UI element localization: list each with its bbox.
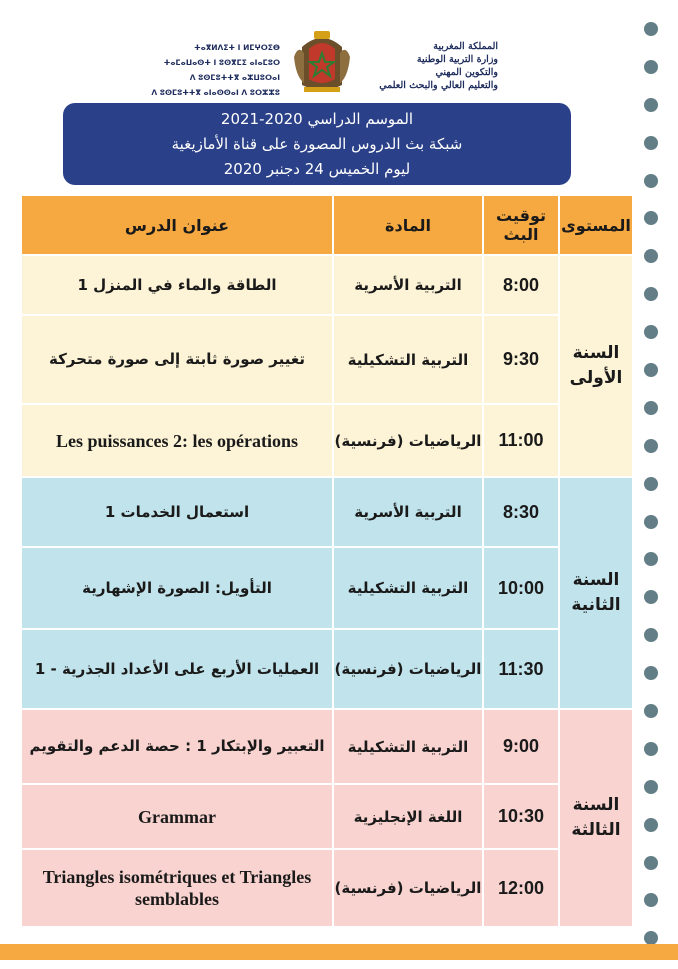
binder-hole-icon: [644, 98, 658, 112]
lesson-title: التأويل: الصورة الإشهارية: [21, 547, 333, 629]
subject: التربية التشكيلية: [333, 709, 483, 784]
level-cell: السنة الأولى: [559, 255, 633, 477]
subject: التربية الأسرية: [333, 477, 483, 547]
school-year: الموسم الدراسي 2020-2021: [220, 110, 414, 128]
table-row: [21, 849, 633, 927]
ministry-name-arabic: [368, 40, 498, 92]
broadcast-time: 11:30: [483, 629, 559, 709]
broadcast-grid-title: شبكة بث الدروس المصورة على قناة الأمازيغية: [171, 135, 463, 153]
broadcast-time: 9:00: [483, 709, 559, 784]
broadcast-time: 8:00: [483, 255, 559, 315]
binder-hole-icon: [644, 704, 658, 718]
binder-hole-icon: [644, 363, 658, 377]
binder-hole-icon: [644, 515, 658, 529]
table-row: [21, 315, 633, 404]
tifinagh-line: ⴷ ⵓⵙⵎⵓⵜⵜⴳ ⴰⵏⴰⵙⵙⴰⵏ ⴷ ⵓⵔⵣⵣⵓ: [151, 88, 280, 97]
binder-hole-icon: [644, 401, 658, 415]
binder-hole-icon: [644, 552, 658, 566]
tifinagh-line: ⵜⴰⵎⴰⵡⴰⵙⵜ ⵏ ⵓⵙⴳⵎⵉ ⴰⵏⴰⵎⵓⵔ: [163, 58, 280, 67]
binder-hole-icon: [644, 439, 658, 453]
broadcast-schedule-table: [20, 194, 634, 928]
binder-hole-icon: [644, 60, 658, 74]
broadcast-time: 11:00: [483, 404, 559, 477]
level-cell: السنة الثالثة: [559, 709, 633, 927]
level-cell: السنة الثانية: [559, 477, 633, 709]
table-row: [21, 709, 633, 784]
binder-dots: [644, 22, 660, 969]
subject: الرياضيات (فرنسية): [333, 849, 483, 927]
tifinagh-line: ⵜⴰⴳⵍⴷⵉⵜ ⵏ ⵍⵎⵖⵔⵉⴱ: [194, 43, 280, 52]
broadcast-time: 10:30: [483, 784, 559, 849]
broadcast-time: 10:00: [483, 547, 559, 629]
lesson-title-header: عنوان الدرس: [21, 195, 333, 255]
subject: اللغة الإنجليزية: [333, 784, 483, 849]
broadcast-time: 9:30: [483, 315, 559, 404]
arabic-line: المملكة المغربية: [433, 41, 498, 52]
subject-header: المادة: [333, 195, 483, 255]
table-row: [21, 255, 633, 315]
lesson-title: Triangles isométriques et Triangles semblables: [21, 849, 333, 927]
broadcast-time-header: توقيت البث: [483, 195, 559, 255]
binder-hole-icon: [644, 666, 658, 680]
lesson-title: Les puissances 2: les opérations: [21, 404, 333, 477]
subject: التربية الأسرية: [333, 255, 483, 315]
binder-hole-icon: [644, 477, 658, 491]
subject: الرياضيات (فرنسية): [333, 629, 483, 709]
subject: الرياضيات (فرنسية): [333, 404, 483, 477]
lesson-title: التعبير والإبتكار 1 : حصة الدعم والتقويم: [21, 709, 333, 784]
arabic-line: والتعليم العالي والبحث العلمي: [379, 80, 498, 91]
broadcast-date: ليوم الخميس 24 دجنبر 2020: [223, 160, 411, 178]
table-row: [21, 629, 633, 709]
header-row: [21, 195, 633, 255]
arabic-line: وزارة التربية الوطنية: [416, 54, 498, 65]
lesson-title: العمليات الأربع على الأعداد الجذرية - 1: [21, 629, 333, 709]
binder-hole-icon: [644, 249, 658, 263]
binder-hole-icon: [644, 628, 658, 642]
table-row: [21, 547, 633, 629]
footer-bar: [0, 944, 678, 960]
arabic-line: والتكوين المهني: [435, 67, 498, 78]
broadcast-time: 8:30: [483, 477, 559, 547]
lesson-title: Grammar: [21, 784, 333, 849]
binder-hole-icon: [644, 211, 658, 225]
lesson-title: الطاقة والماء في المنزل 1: [21, 255, 333, 315]
lesson-title: تغيير صورة ثابتة إلى صورة متحركة: [21, 315, 333, 404]
schedule-title-box: [63, 103, 571, 185]
binder-hole-icon: [644, 893, 658, 907]
binder-hole-icon: [644, 590, 658, 604]
subject: التربية التشكيلية: [333, 315, 483, 404]
level-header: المستوى: [559, 195, 633, 255]
subject: التربية التشكيلية: [333, 547, 483, 629]
broadcast-time: 12:00: [483, 849, 559, 927]
table-row: [21, 404, 633, 477]
binder-hole-icon: [644, 136, 658, 150]
binder-hole-icon: [644, 780, 658, 794]
moroccan-coat-of-arms-icon: [292, 27, 352, 95]
lesson-title: استعمال الخدمات 1: [21, 477, 333, 547]
binder-hole-icon: [644, 174, 658, 188]
binder-hole-icon: [644, 22, 658, 36]
tifinagh-line: ⴷ ⵓⵙⵎⵓⵜⵜⴳ ⴰⵣⵡⵓⵔⴰⵏ: [189, 73, 280, 82]
binder-hole-icon: [644, 325, 658, 339]
table-row: [21, 784, 633, 849]
binder-hole-icon: [644, 856, 658, 870]
table-row: [21, 477, 633, 547]
binder-hole-icon: [644, 287, 658, 301]
binder-hole-icon: [644, 818, 658, 832]
binder-hole-icon: [644, 742, 658, 756]
